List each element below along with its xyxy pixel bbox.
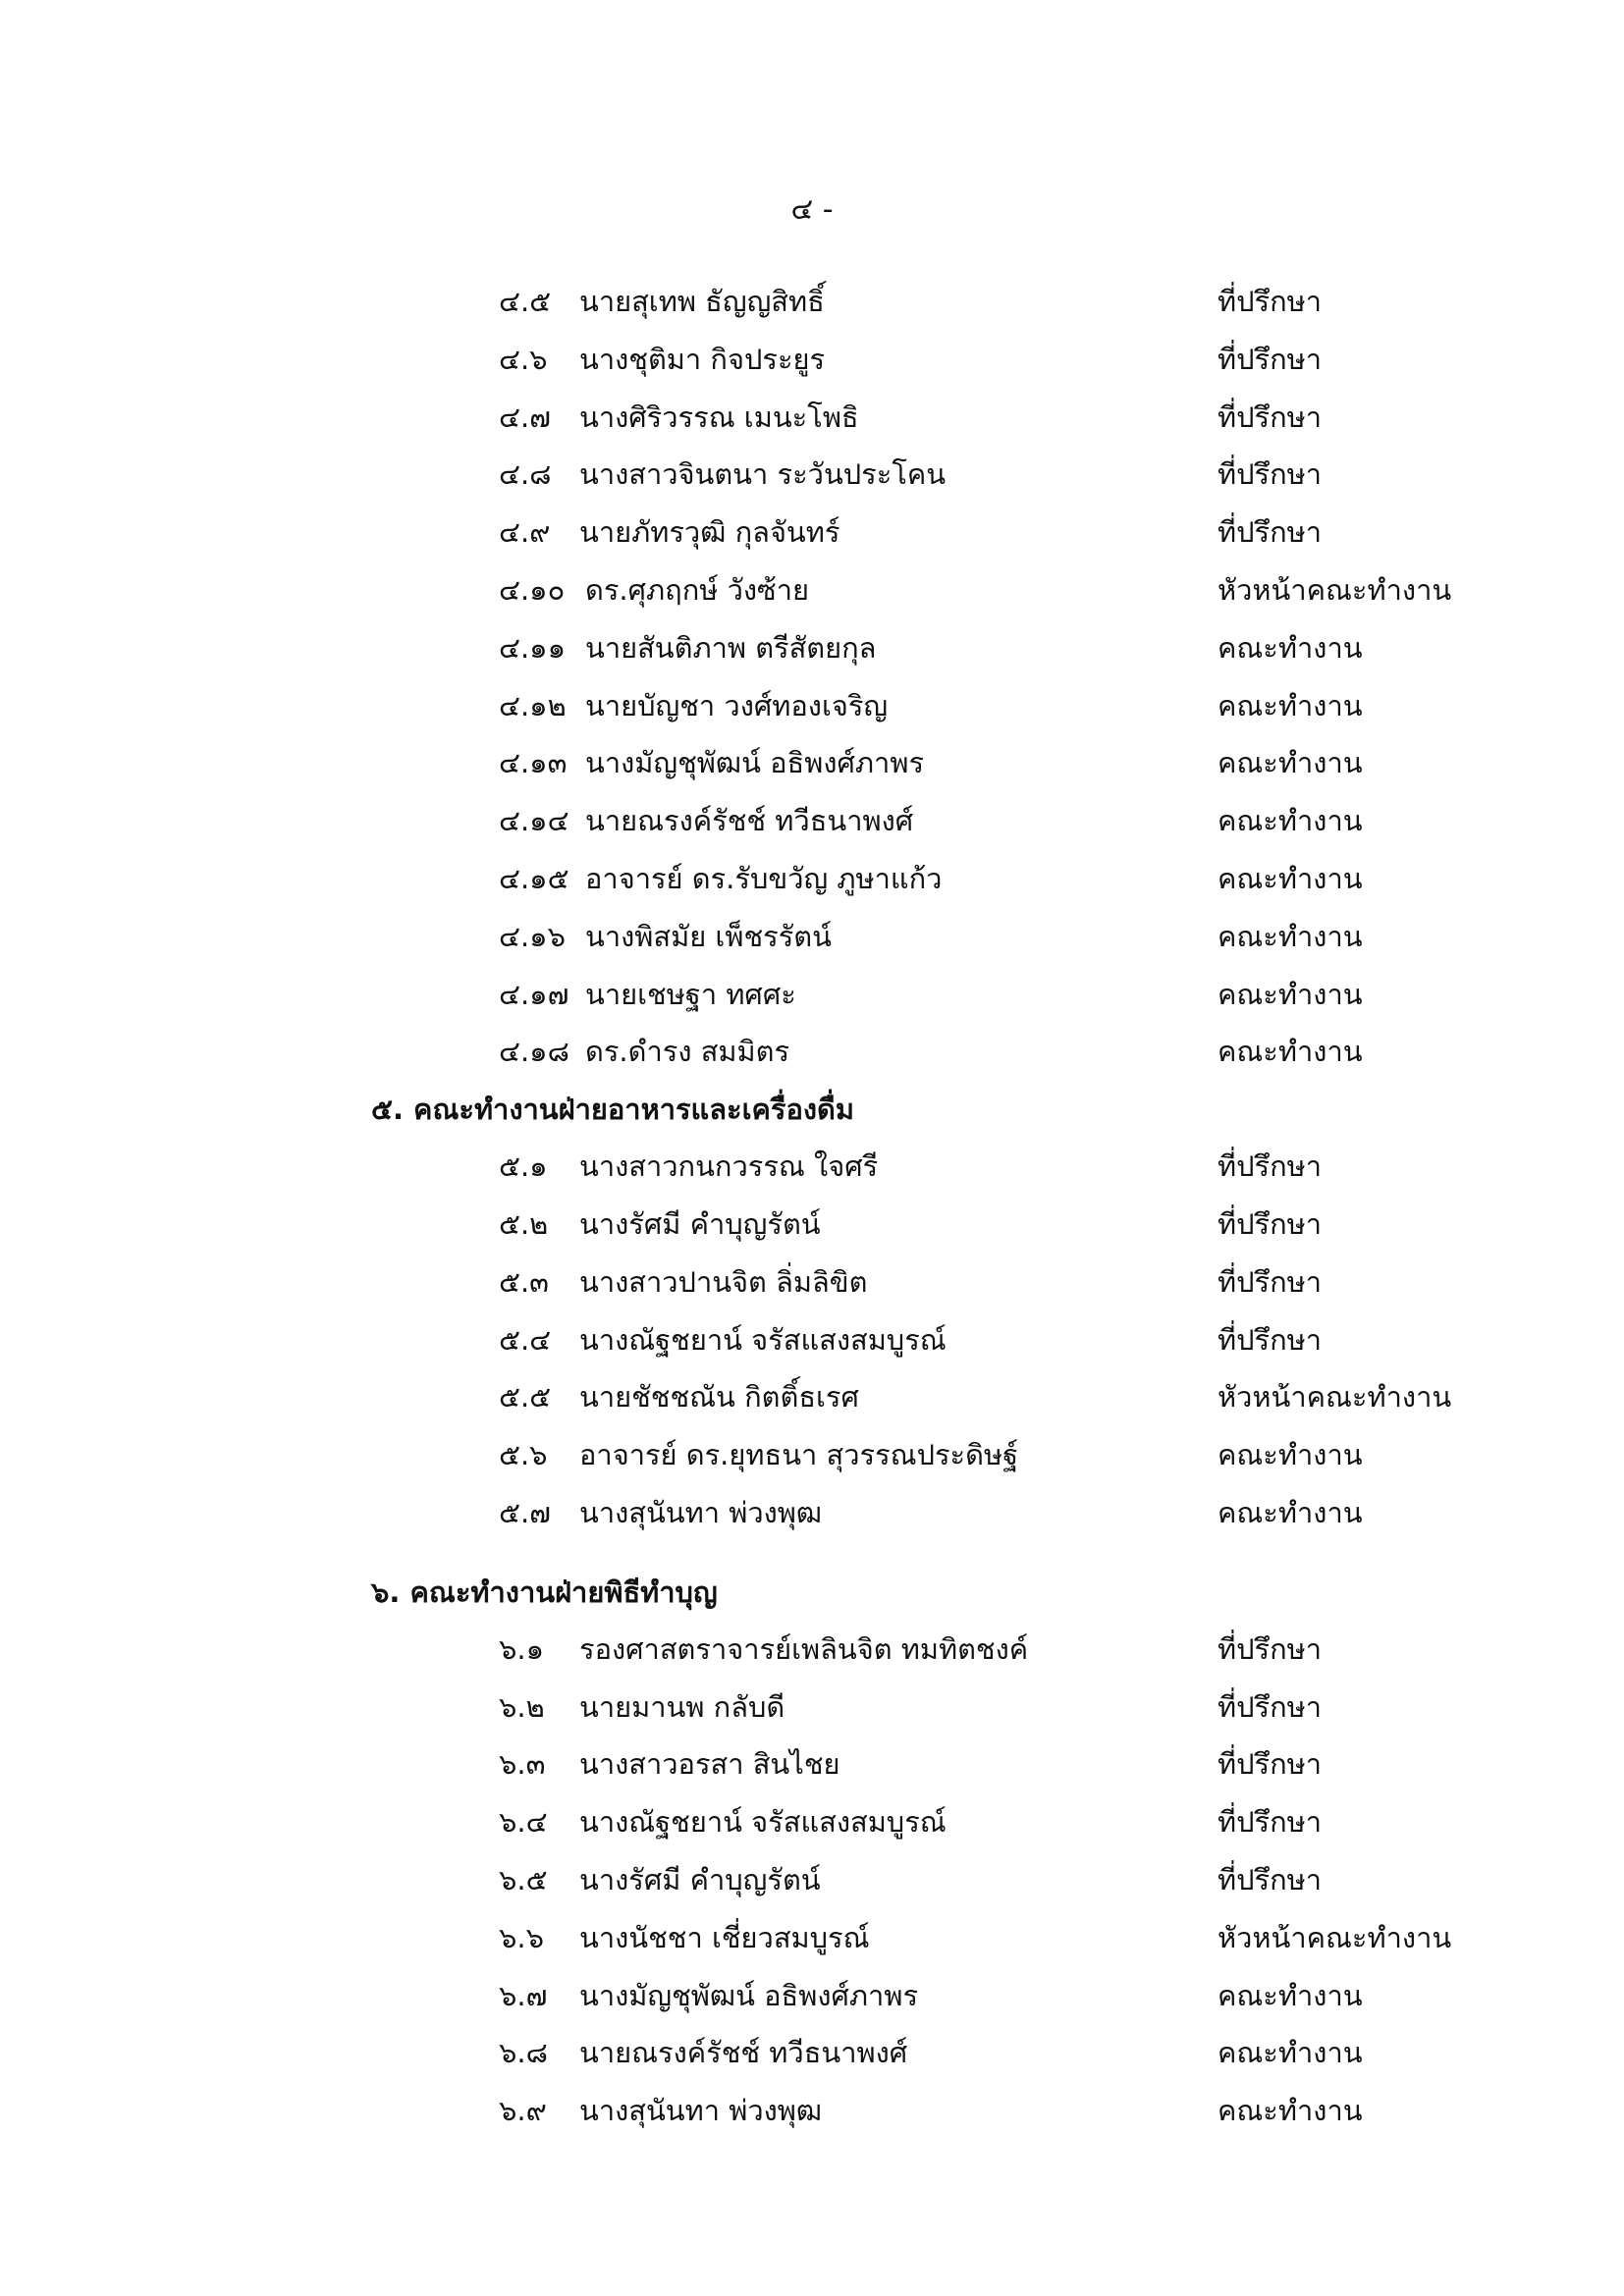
- person-name: ดร.ศุภฤกษ์ วังซ้าย: [585, 572, 810, 607]
- person-name: นางณัฐชยาน์ จรัสแสงสมบูรณ์: [579, 1322, 947, 1357]
- person-role: หัวหน้าคณะทำงาน: [1218, 1380, 1452, 1415]
- item-number: ๔.๑๐: [499, 572, 566, 607]
- person-role: ที่ปรึกษา: [1218, 1322, 1323, 1357]
- item-number: ๔.๕: [499, 285, 552, 318]
- item-number: ๖.๗: [499, 1978, 548, 2012]
- person-role: ที่ปรึกษา: [1218, 515, 1323, 550]
- item-number: ๔.๑๗: [499, 977, 569, 1011]
- person-role: ที่ปรึกษา: [1218, 1805, 1323, 1840]
- item-number: ๖.๖: [499, 1920, 545, 1954]
- list-item: [0, 1735, 1624, 1793]
- item-number: ๖.๑: [499, 1631, 545, 1666]
- person-name: รองศาสตราจารย์เพลินจิต ทมทิตชงค์: [579, 1631, 1029, 1666]
- person-name: นายชัชชณัน กิตติ์ธเรศ: [579, 1380, 859, 1415]
- person-role: ที่ปรึกษา: [1218, 342, 1323, 376]
- document-body: [0, 273, 1624, 2140]
- person-name: นายณรงค์รัชช์ ทวีธนาพงศ์: [579, 2036, 908, 2070]
- person-name: นางมัญชุพัฒน์ อธิพงศ์ภาพร: [585, 746, 925, 780]
- person-role: ที่ปรึกษา: [1218, 1689, 1323, 1724]
- list-item: [0, 619, 1624, 677]
- person-role: คณะทำงาน: [1218, 804, 1363, 838]
- list-item: [0, 561, 1624, 619]
- person-name: นายมานพ กลับดี: [579, 1689, 785, 1724]
- person-role: คณะทำงาน: [1218, 746, 1363, 780]
- list-item: [0, 734, 1624, 792]
- list-item: [0, 850, 1624, 908]
- item-number: ๔.๑๖: [499, 919, 566, 953]
- item-number: ๕.๗: [499, 1495, 551, 1529]
- list-item: [0, 908, 1624, 966]
- person-role: คณะทำงาน: [1218, 688, 1363, 722]
- person-name: ดร.ดำรง สมมิตร: [585, 1035, 790, 1069]
- person-role: หัวหน้าคณะทำงาน: [1218, 1920, 1452, 1954]
- item-number: ๖.๓: [499, 1747, 546, 1782]
- list-item: [0, 1196, 1624, 1254]
- list-item: [0, 1967, 1624, 2025]
- person-name: นางพิสมัย เพ็ชรรัตน์: [585, 919, 832, 953]
- item-number: ๕.๖: [499, 1438, 548, 1472]
- person-name: นางมัญชุพัฒน์ อธิพงศ์ภาพร: [579, 1978, 919, 2012]
- item-number: ๔.๑๒: [499, 688, 567, 722]
- item-number: ๖.๘: [499, 2036, 548, 2070]
- list-item: [0, 966, 1624, 1024]
- item-number: ๕.๓: [499, 1264, 549, 1299]
- list-item: [0, 273, 1624, 331]
- person-role: คณะทำงาน: [1218, 1035, 1363, 1069]
- list-item: [0, 1311, 1624, 1369]
- person-name: นายสันติภาพ ตรีสัตยกุล: [585, 630, 877, 665]
- list-item: [0, 504, 1624, 561]
- list-item: [0, 446, 1624, 504]
- item-number: ๔.๘: [499, 457, 552, 492]
- person-name: นางณัฐชยาน์ จรัสแสงสมบูรณ์: [579, 1805, 947, 1840]
- list-item: [0, 792, 1624, 850]
- person-name: นายเชษฐา ทศศะ: [585, 977, 796, 1011]
- person-role: คณะทำงาน: [1218, 1978, 1363, 2012]
- list-item: [0, 1621, 1624, 1679]
- item-number: ๔.๖: [499, 342, 548, 376]
- item-number: ๕.๑: [499, 1149, 548, 1184]
- person-name: อาจารย์ ดร.รับขวัญ ภูษาแก้ว: [585, 861, 943, 895]
- person-name: นางรัศมี คำบุญรัตน์: [579, 1862, 821, 1896]
- person-role: คณะทำงาน: [1218, 977, 1363, 1011]
- person-role: ที่ปรึกษา: [1218, 400, 1323, 434]
- list-item: [0, 1793, 1624, 1851]
- person-role: คณะทำงาน: [1218, 2094, 1363, 2128]
- item-number: ๕.๕: [499, 1380, 552, 1415]
- item-number: ๔.๑๕: [499, 861, 569, 895]
- person-name: นางสุนันทา พ่วงพุฒ: [579, 2094, 823, 2128]
- list-item: [0, 1426, 1624, 1484]
- person-role: ที่ปรึกษา: [1218, 1149, 1323, 1184]
- list-item: [0, 2024, 1624, 2082]
- list-item: [0, 331, 1624, 389]
- list-item: [0, 1851, 1624, 1909]
- item-number: ๔.๙: [499, 515, 551, 550]
- person-role: คณะทำงาน: [1218, 919, 1363, 953]
- person-name: นางชุติมา กิจประยูร: [579, 342, 826, 376]
- item-number: ๔.๑๓: [499, 746, 568, 780]
- item-number: ๔.๗: [499, 400, 551, 434]
- section-heading: ๕. คณะทำงานฝ่ายอาหารและเครื่องดื่ม: [371, 1093, 855, 1127]
- person-role: ที่ปรึกษา: [1218, 457, 1323, 492]
- person-role: ที่ปรึกษา: [1218, 1264, 1323, 1299]
- item-number: ๖.๙: [499, 2094, 547, 2128]
- list-item: [0, 1254, 1624, 1311]
- list-item: [0, 677, 1624, 735]
- section-heading: ๖. คณะทำงานฝ่ายพิธีทำบุญ: [371, 1575, 718, 1609]
- list-item: [0, 389, 1624, 447]
- item-number: ๖.๕: [499, 1862, 548, 1896]
- section-gap: [0, 1542, 1624, 1564]
- list-item: [0, 1368, 1624, 1426]
- person-role: คณะทำงาน: [1218, 2036, 1363, 2070]
- person-role: ที่ปรึกษา: [1218, 1747, 1323, 1782]
- item-number: ๔.๑๑: [499, 630, 566, 665]
- item-number: ๕.๔: [499, 1322, 552, 1357]
- list-item: [0, 1023, 1624, 1081]
- person-name: นางรัศมี คำบุญรัตน์: [579, 1206, 821, 1241]
- person-name: นางสาวปานจิต ลิ่มลิขิต: [579, 1264, 868, 1299]
- list-item: [0, 1138, 1624, 1196]
- item-number: ๔.๑๔: [499, 804, 569, 838]
- person-name: นางสาวอรสา สินไชย: [579, 1747, 840, 1782]
- person-name: นางสุนันทา พ่วงพุฒ: [579, 1495, 823, 1529]
- person-role: คณะทำงาน: [1218, 630, 1363, 665]
- item-number: ๖.๒: [499, 1689, 545, 1724]
- item-number: ๖.๔: [499, 1805, 548, 1840]
- person-name: นางศิริวรรณ เมนะโพธิ: [579, 400, 859, 434]
- list-item: [0, 1484, 1624, 1542]
- person-name: อาจารย์ ดร.ยุทธนา สุวรรณประดิษฐ์: [579, 1438, 1019, 1472]
- person-role: คณะทำงาน: [1218, 1438, 1363, 1472]
- person-name: นายภัทรวุฒิ กุลจันทร์: [579, 515, 840, 550]
- person-role: ที่ปรึกษา: [1218, 1631, 1323, 1666]
- item-number: ๕.๒: [499, 1206, 549, 1241]
- person-role: ที่ปรึกษา: [1218, 1862, 1323, 1896]
- item-number: ๔.๑๘: [499, 1035, 569, 1069]
- person-role: คณะทำงาน: [1218, 861, 1363, 895]
- person-role: คณะทำงาน: [1218, 1495, 1363, 1529]
- person-name: นางนัชชา เชี่ยวสมบูรณ์: [579, 1920, 870, 1954]
- person-name: นายณรงค์รัชช์ ทวีธนาพงศ์: [585, 804, 914, 838]
- person-role: หัวหน้าคณะทำงาน: [1218, 572, 1452, 607]
- list-item: [0, 1909, 1624, 1967]
- page-number: ๔ -: [790, 192, 834, 227]
- person-role: ที่ปรึกษา: [1218, 285, 1323, 318]
- person-name: นางสาวจินตนา ระวันประโคน: [579, 457, 947, 492]
- person-role: ที่ปรึกษา: [1218, 1206, 1323, 1241]
- list-item: [0, 1679, 1624, 1736]
- list-item: [0, 2082, 1624, 2140]
- person-name: นายสุเทพ ธัญญสิทธิ์: [579, 285, 825, 318]
- person-name: นายบัญชา วงศ์ทองเจริญ: [585, 688, 889, 722]
- person-name: นางสาวกนกวรรณ ใจศรี: [579, 1149, 879, 1184]
